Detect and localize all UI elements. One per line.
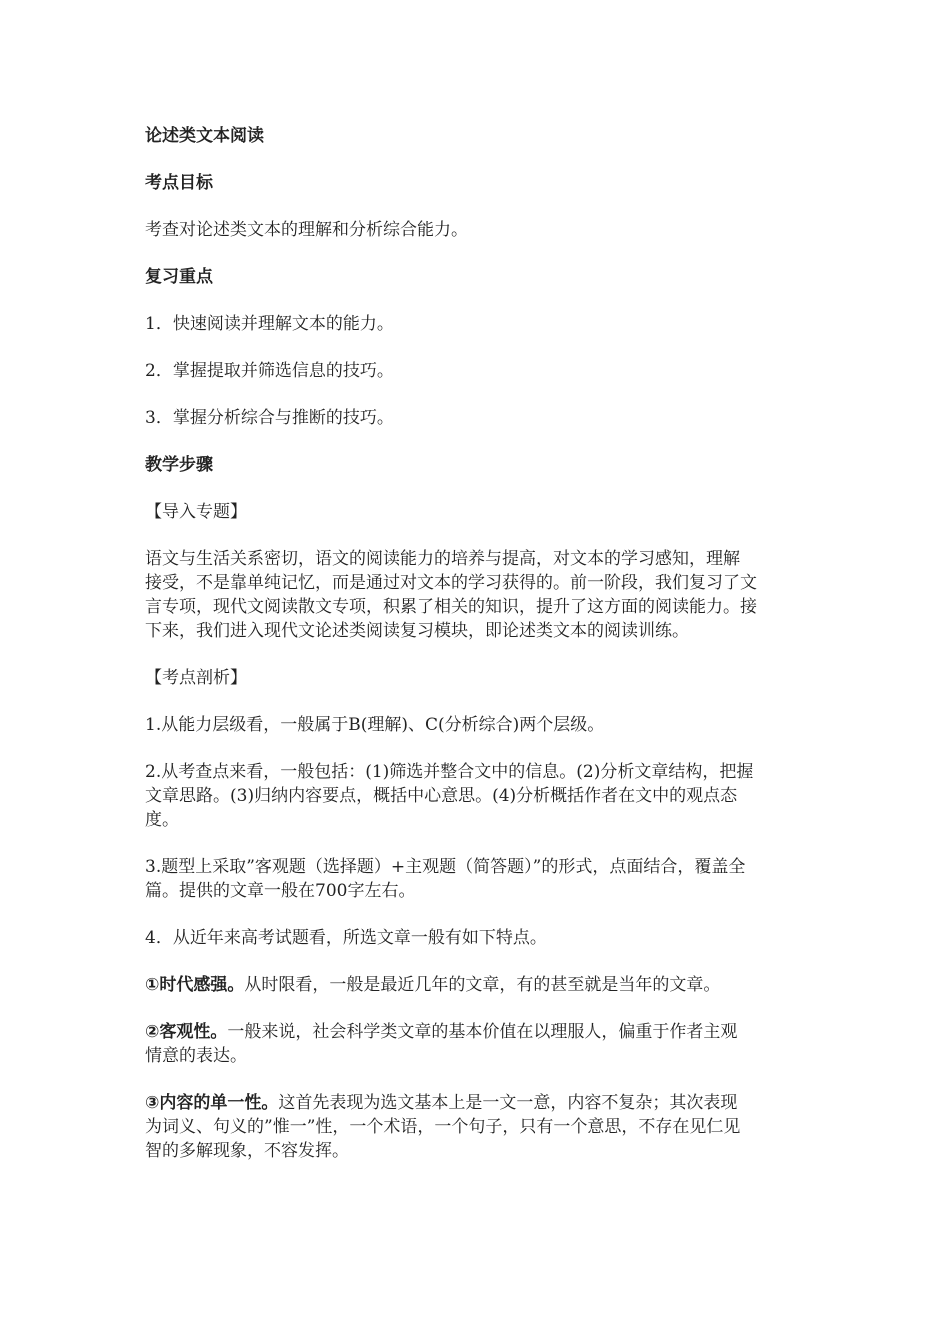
feature-2 bbox=[145, 1020, 810, 1068]
feature-1-line bbox=[145, 973, 810, 997]
feature-3-line: 为词义、句义的”惟一”性，一个术语，一个句子，只有一个意思，不存在见仁见 bbox=[145, 1117, 741, 1137]
feature-2-text: 一般来说，社会科学类文章的基本价值在以理服人，偏重于作者主观 bbox=[227, 1022, 738, 1042]
feature-3-label: ③内容的单一性。 bbox=[145, 1093, 279, 1113]
point3-line: 篇。提供的文章一般在700字左右。 bbox=[145, 881, 416, 901]
point2-line: 度。 bbox=[145, 810, 179, 830]
analysis-point-2 bbox=[145, 760, 810, 832]
intro-label: 【导入专题】 bbox=[145, 502, 247, 522]
document-page bbox=[145, 124, 810, 1186]
point2-line: 2.从考查点来看，一般包括：(1)筛选并整合文中的信息。(2)分析文章结构，把握 bbox=[145, 762, 754, 782]
analysis-point-1: 1.从能力层级看，一般属于B(理解)、C(分析综合)两个层级。 bbox=[145, 715, 605, 735]
goal-text: 考查对论述类文本的理解和分析综合能力。 bbox=[145, 220, 468, 240]
goal-heading: 考点目标 bbox=[145, 173, 213, 193]
feature-3-line bbox=[145, 1091, 810, 1115]
feature-2-line: 情意的表达。 bbox=[145, 1046, 247, 1066]
feature-2-label: ②客观性。 bbox=[145, 1022, 228, 1042]
focus-item-1: 1．快速阅读并理解文本的能力。 bbox=[145, 314, 394, 334]
focus-heading: 复习重点 bbox=[145, 267, 213, 287]
analysis-point-3 bbox=[145, 855, 810, 903]
intro-paragraph bbox=[145, 547, 810, 643]
intro-line: 言专项，现代文阅读散文专项，积累了相关的知识，提升了这方面的阅读能力。接 bbox=[145, 597, 757, 617]
feature-3 bbox=[145, 1091, 810, 1163]
intro-line: 接受，不是靠单纯记忆，而是通过对文本的学习获得的。前一阶段，我们复习了文 bbox=[145, 573, 757, 593]
feature-1-label: ①时代感强。 bbox=[145, 975, 245, 995]
analysis-label: 【考点剖析】 bbox=[145, 668, 247, 688]
feature-3-line: 智的多解现象，不容发挥。 bbox=[145, 1141, 349, 1161]
document-title: 论述类文本阅读 bbox=[145, 126, 264, 146]
focus-item-2: 2．掌握提取并筛选信息的技巧。 bbox=[145, 361, 394, 381]
feature-1 bbox=[145, 973, 810, 997]
intro-line: 下来，我们进入现代文论述类阅读复习模块，即论述类文本的阅读训练。 bbox=[145, 621, 689, 641]
focus-item-3: 3．掌握分析综合与推断的技巧。 bbox=[145, 408, 394, 428]
point3-line: 3.题型上采取”客观题（选择题）+主观题（简答题）”的形式，点面结合，覆盖全 bbox=[145, 857, 746, 877]
steps-heading: 教学步骤 bbox=[145, 455, 213, 475]
point2-line: 文章思路。(3)归纳内容要点，概括中心意思。(4)分析概括作者在文中的观点态 bbox=[145, 786, 738, 806]
analysis-point-4: 4．从近年来高考试题看，所选文章一般有如下特点。 bbox=[145, 928, 547, 948]
intro-line: 语文与生活关系密切，语文的阅读能力的培养与提高，对文本的学习感知，理解 bbox=[145, 549, 740, 569]
feature-2-line bbox=[145, 1020, 810, 1044]
feature-3-text: 这首先表现为选文基本上是一文一意，内容不复杂；其次表现 bbox=[278, 1093, 738, 1113]
feature-1-text: 从时限看，一般是最近几年的文章，有的甚至就是当年的文章。 bbox=[244, 975, 721, 995]
